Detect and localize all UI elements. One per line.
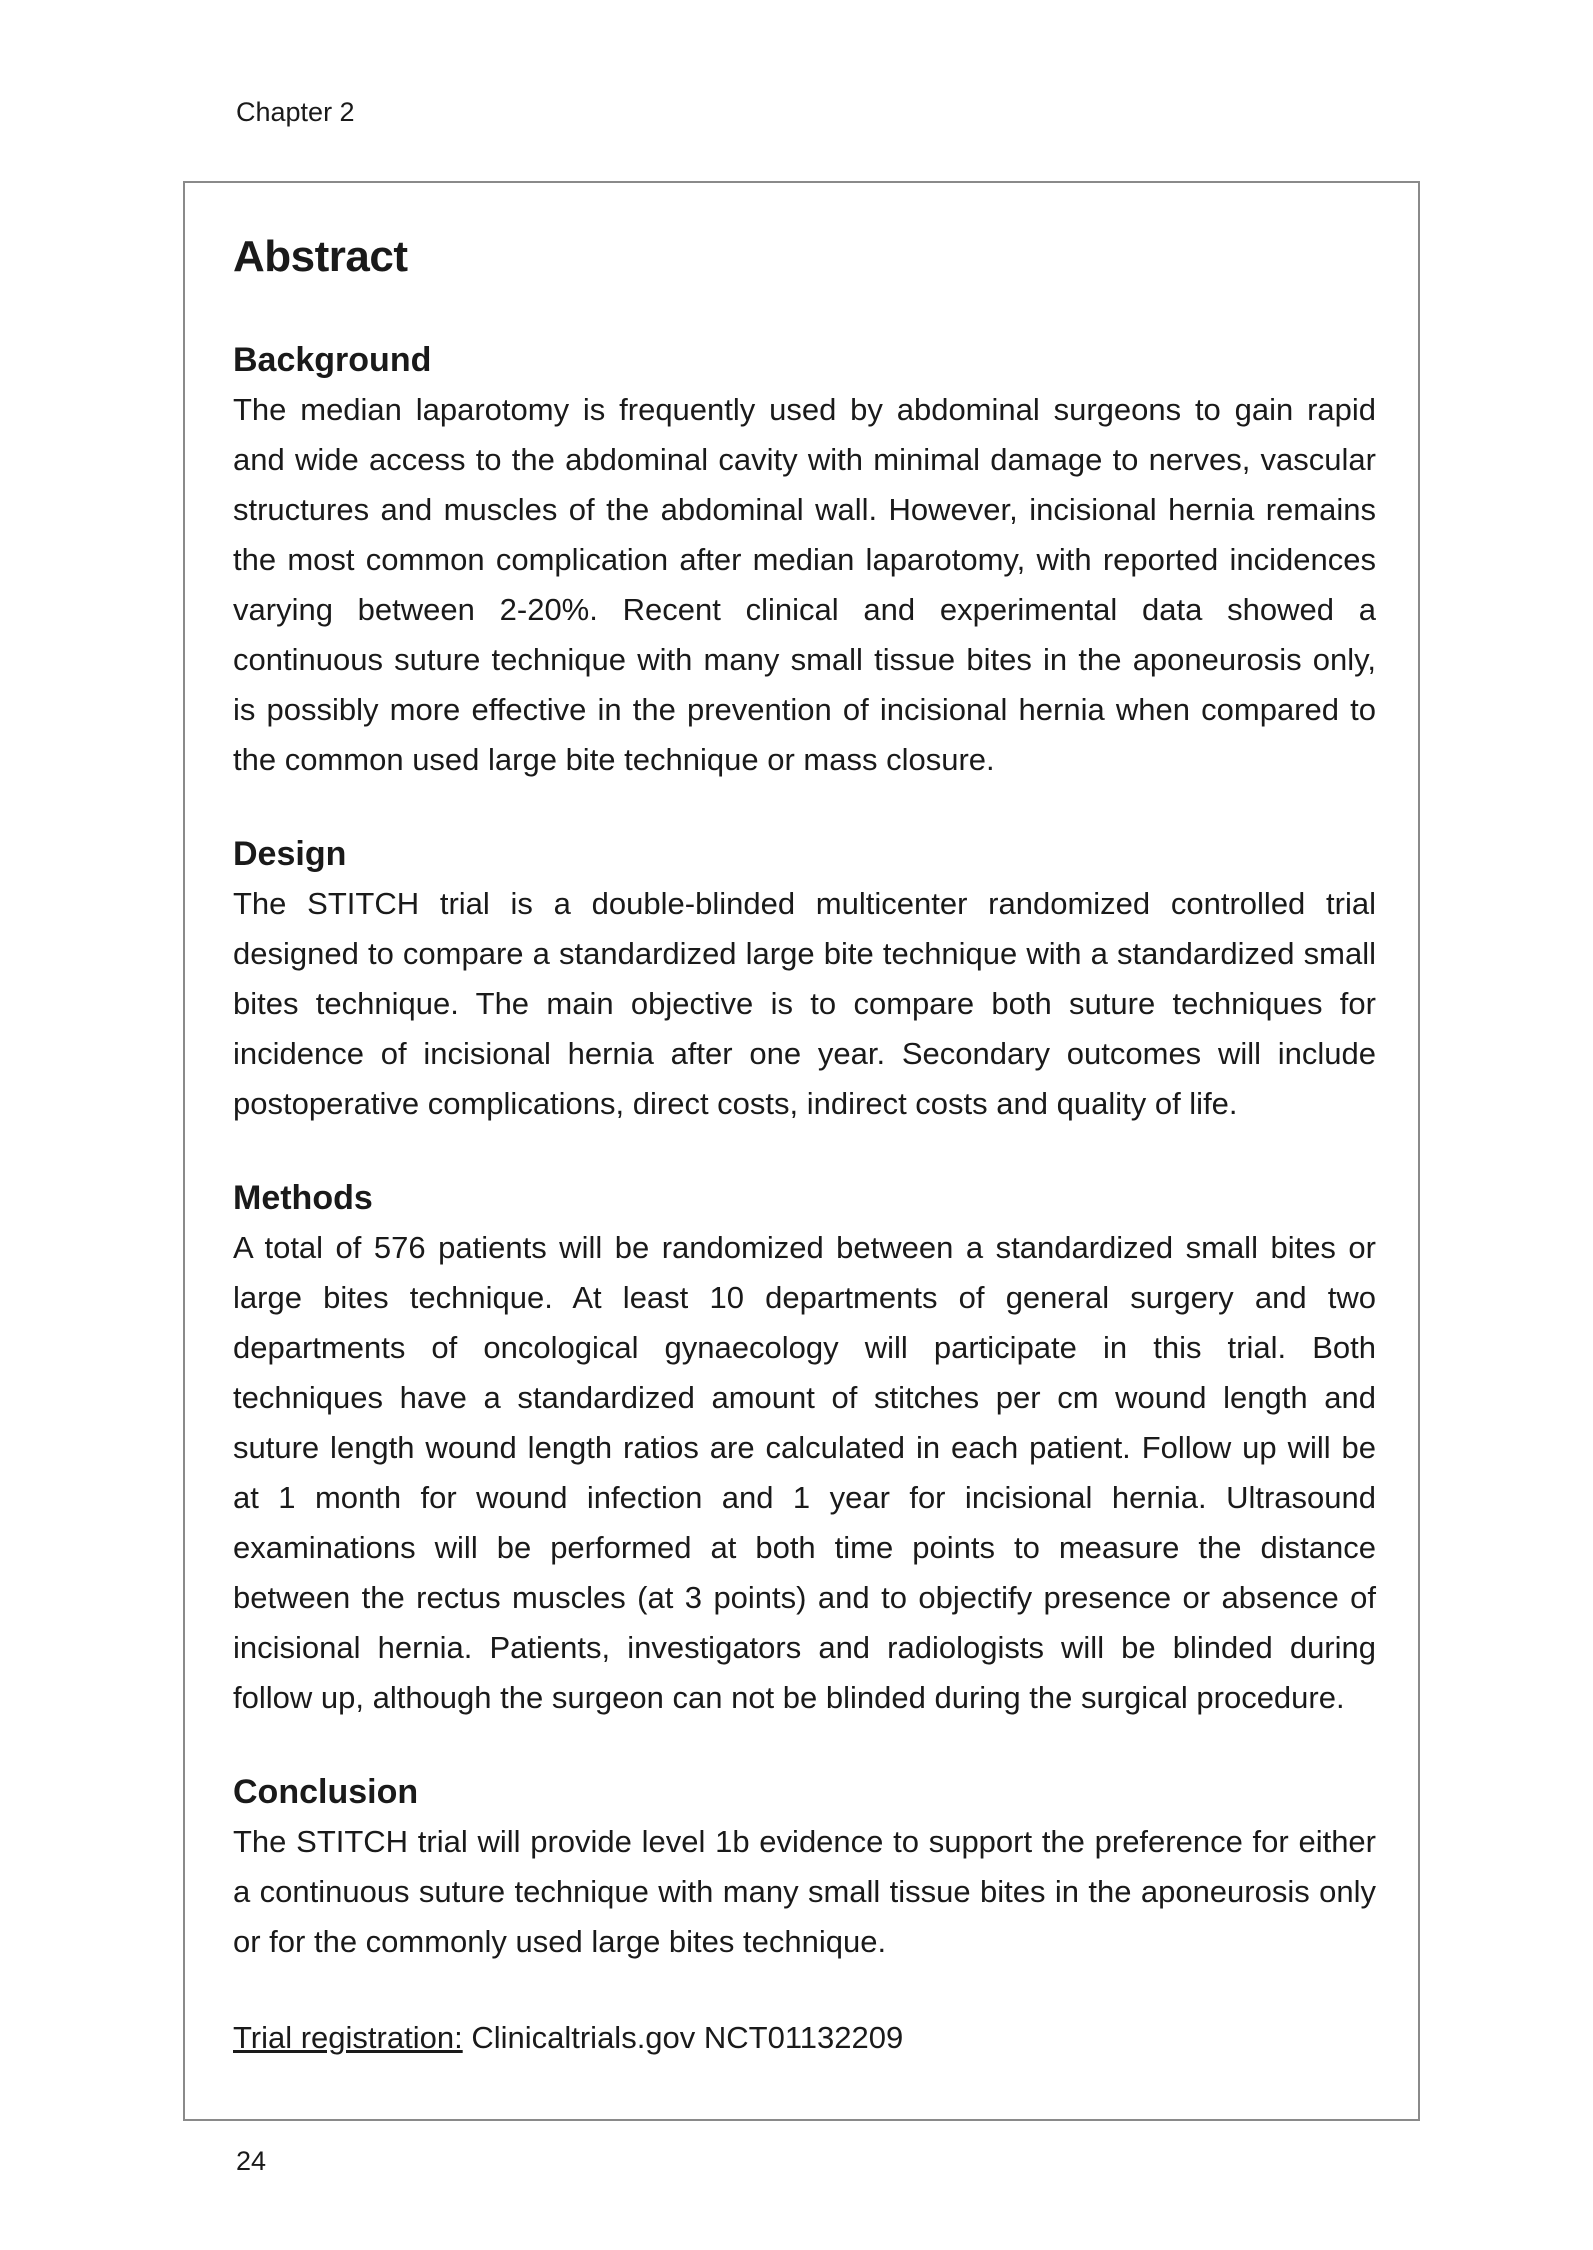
section-text-design: The STITCH trial is a double-blinded multicenter randomized controlled trial designed to compare a standardized large bite technique with a standardized small bites technique. The main objective is to compare both suture techniques for incidence of incisional hernia after one year. Secondary outcomes will include postoperative complications, direct costs, indirect costs and quality of life.: [233, 886, 1376, 1121]
trial-registration-value: Clinicaltrials.gov NCT01132209: [471, 2020, 904, 2055]
section-heading-design: Design: [233, 835, 347, 873]
abstract-box: [183, 181, 1420, 2121]
section-background: [233, 337, 1376, 785]
section-text-conclusion: The STITCH trial will provide level 1b evidence to support the preference for either a continuous suture technique with many small tissue bites in the aponeurosis only or for the commonly used large bites technique.: [233, 1824, 1376, 1959]
section-heading-background: Background: [233, 341, 432, 379]
section-heading-conclusion: Conclusion: [233, 1773, 419, 1811]
section-text-background: The median laparotomy is frequently used by abdominal surgeons to gain rapid and wide access to the abdominal cavity with minimal damage to nerves, vascular structures and muscles of the abdominal wall. However, incisional hernia remains the most common complication after median laparotomy, with reported incidences varying between 2-20%. Recent clinical and experimental data showed a continuous suture technique with many small tissue bites in the aponeurosis only, is possibly more effective in the prevention of incisional hernia when compared to the common used large bite technique or mass closure.: [233, 392, 1376, 777]
page-number: 24: [236, 2146, 267, 2176]
section-conclusion: [233, 1769, 1376, 1967]
section-text-methods: A total of 576 patients will be randomized between a standardized small bites or large bites technique. At least 10 departments of general surgery and two departments of oncological gynaecology will participate in this trial. Both techniques have a standardized amount of stitches per cm wound length and suture length wound length ratios are calculated in each patient. Follow up will be at 1 month for wound infection and 1 year for incisional hernia. Ultrasound examinations will be performed at both time points to measure the distance between the rectus muscles (at 3 points) and to objectify presence or absence of incisional hernia. Patients, investigators and radiologists will be blinded during follow up, although the surgeon can not be blinded during the surgical procedure.: [233, 1230, 1376, 1715]
section-design: [233, 831, 1376, 1129]
running-head: Chapter 2: [236, 97, 355, 127]
abstract-title: Abstract: [233, 232, 408, 281]
trial-registration-label: Trial registration:: [233, 2020, 463, 2055]
trial-registration: [233, 2013, 1376, 2063]
abstract-content: [233, 229, 1376, 2063]
section-methods: [233, 1175, 1376, 1723]
section-heading-methods: Methods: [233, 1179, 373, 1217]
